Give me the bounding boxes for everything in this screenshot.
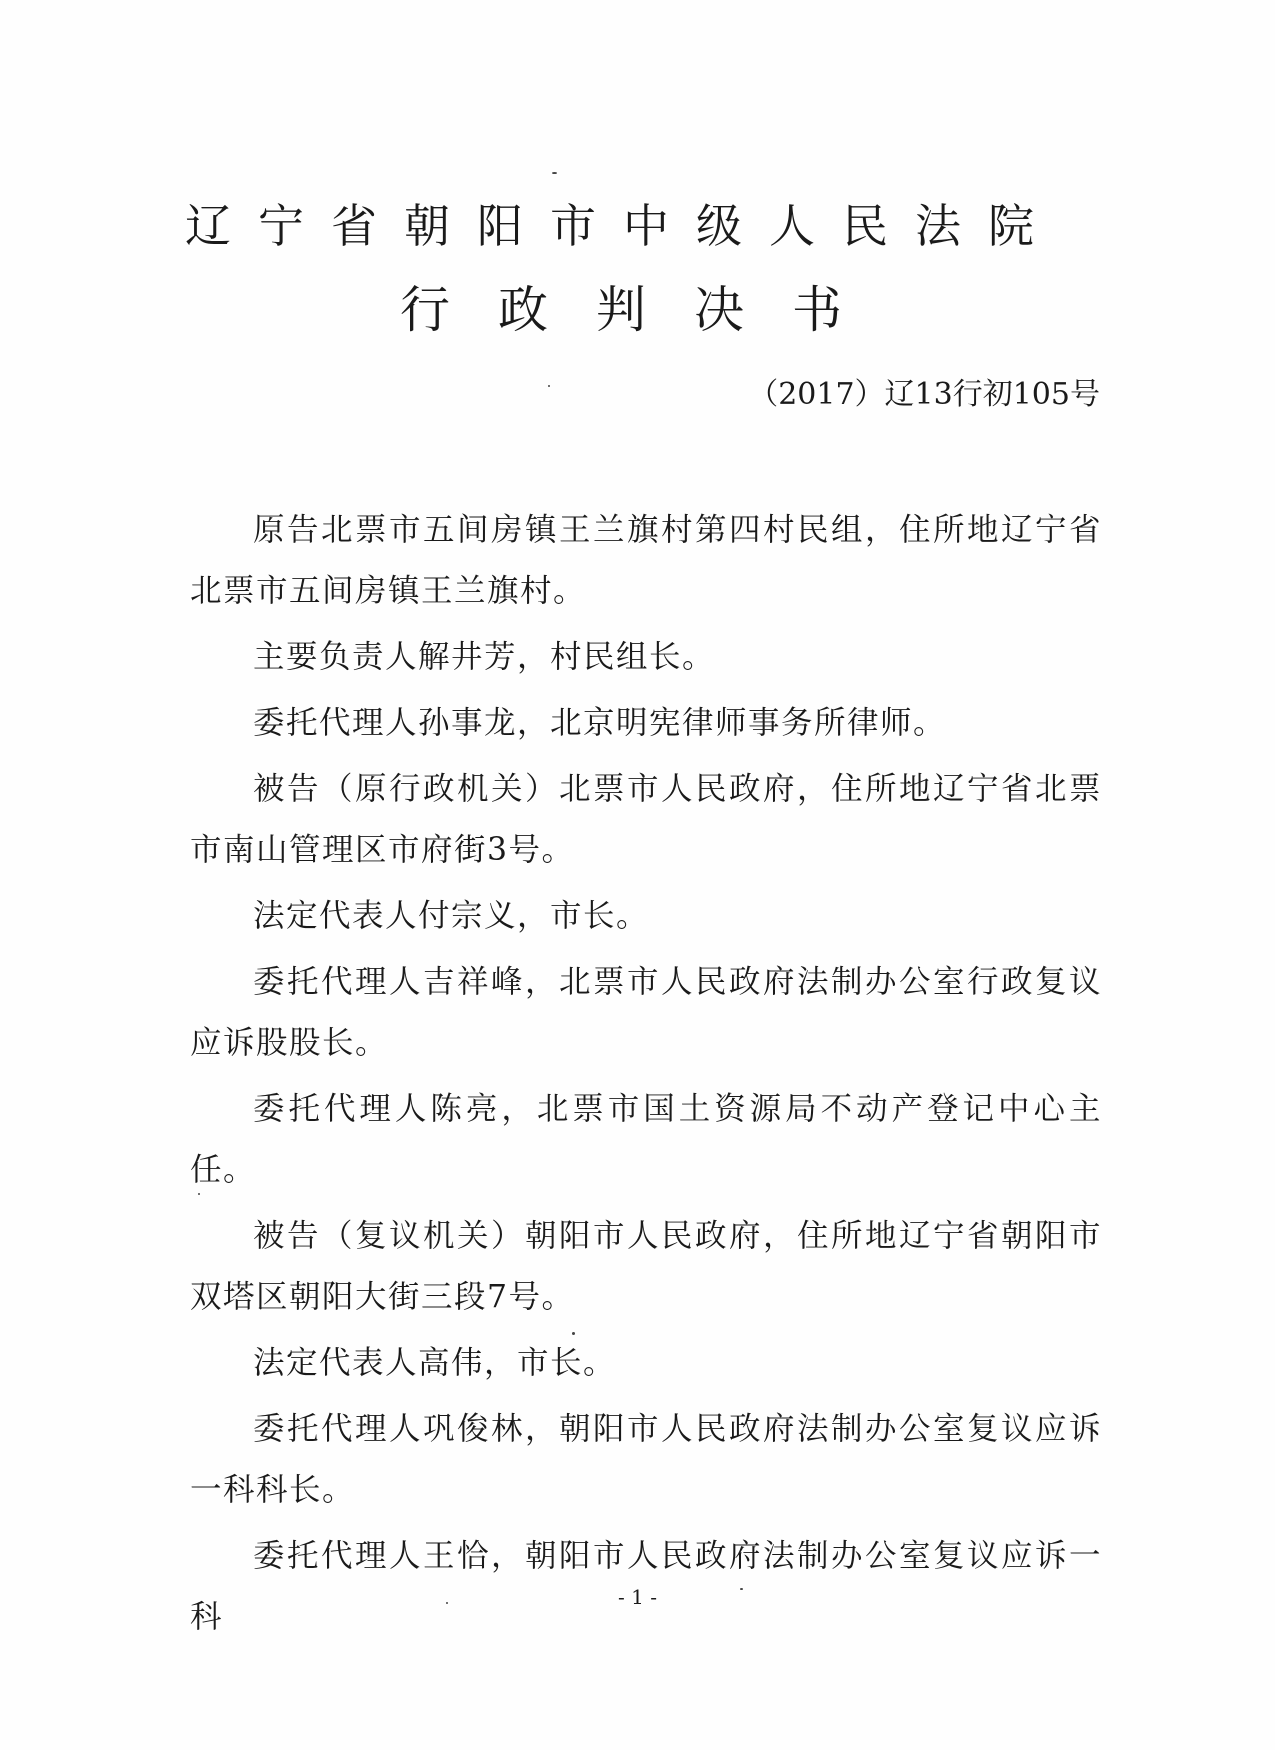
paragraph-plaintiff-agent: 委托代理人孙事龙，北京明宪律师事务所律师。 <box>253 705 947 741</box>
page-number: - 1 - <box>618 1585 657 1609</box>
case-number: （2017）辽13行初105号 <box>748 377 1100 412</box>
paragraph-defendant-review: 被告（复议机关）朝阳市人民政府，住所地辽宁省朝阳市双塔区朝阳大街三段7号。 <box>190 1218 1102 1315</box>
paragraph-defendant-original-agent-2: 委托代理人陈亮，北票市国土资源局不动产登记中心主任。 <box>190 1091 1102 1188</box>
paragraph-plaintiff: 原告北票市五间房镇王兰旗村第四村民组，住所地辽宁省北票市五间房镇王兰旗村。 <box>190 512 1102 609</box>
document-body <box>190 500 1102 1653</box>
paragraph-plaintiff-representative: 主要负责人解井芳，村民组长。 <box>253 639 716 675</box>
scan-speck <box>572 1332 575 1335</box>
paragraph-defendant-original-agent-1: 委托代理人吉祥峰，北票市人民政府法制办公室行政复议应诉股股长。 <box>190 964 1102 1061</box>
scan-speck <box>552 172 557 174</box>
document-type-title: 行政判决书 <box>400 281 890 339</box>
paragraph-defendant-original-legal-rep: 法定代表人付宗义，市长。 <box>253 898 650 934</box>
paragraph-defendant-review-legal-rep: 法定代表人高伟，市长。 <box>253 1345 617 1381</box>
court-name-heading: 辽宁省朝阳市中级人民法院 <box>185 199 1061 253</box>
paragraph-defendant-review-agent-1: 委托代理人巩俊林，朝阳市人民政府法制办公室复议应诉一科科长。 <box>190 1411 1102 1508</box>
scan-speck <box>740 1588 743 1590</box>
scan-speck <box>198 1193 200 1195</box>
paragraph-defendant-original: 被告（原行政机关）北票市人民政府，住所地辽宁省北票市南山管理区市府街3号。 <box>190 771 1102 868</box>
paragraph-defendant-review-agent-2: 委托代理人王恰，朝阳市人民政府法制办公室复议应诉一科 <box>190 1538 1102 1635</box>
scan-speck <box>446 1602 448 1604</box>
scan-speck <box>548 385 550 387</box>
